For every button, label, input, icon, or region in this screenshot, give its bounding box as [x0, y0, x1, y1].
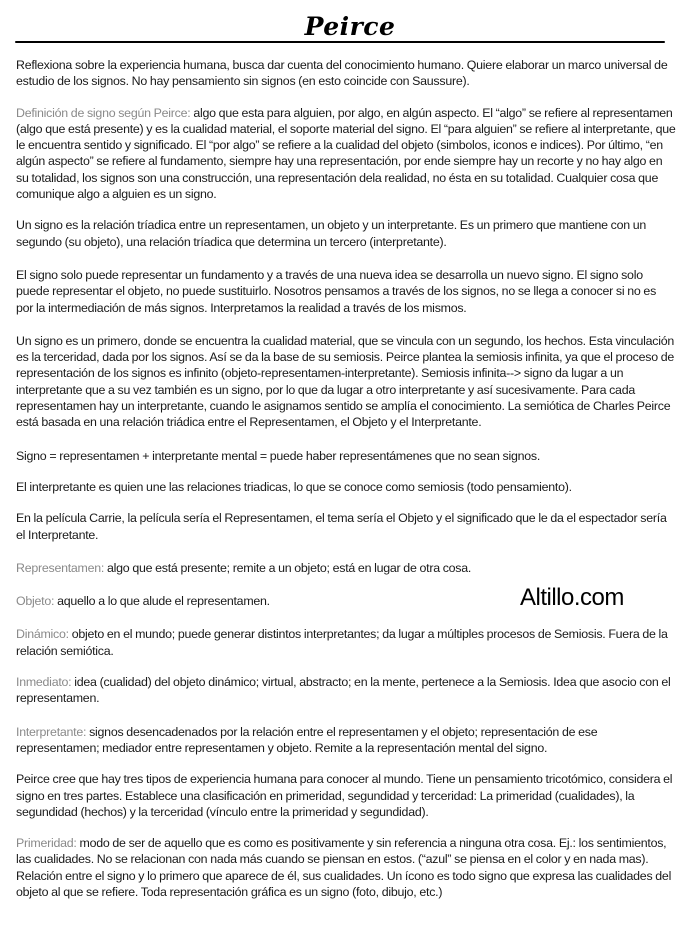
paragraph [16, 724, 676, 757]
paragraph [16, 448, 676, 464]
paragraph-text: idea (cualidad) del objeto dinámico; virtual, abstracto; en la mente, pertenece a la Semiosis. Idea que asocio con el representamen. [16, 675, 671, 706]
term-label: Objeto: [16, 594, 55, 609]
paragraph-text: Un signo es la relación tríadica entre un representamen, un objeto y un interpretante. Es un primero que mantiene con un segundo (su objeto), una relación tríadica que determina un tercero (interpretante). [16, 218, 647, 249]
term-label: Interpretante: [16, 724, 87, 739]
paragraph [16, 674, 676, 707]
paragraph-text: En la película Carrie, la película sería el Representamen, el tema sería el Objeto y el significado que le da el espectador sería el Interpretante. [16, 511, 667, 542]
term-label: Dinámico: [16, 627, 69, 642]
term-label: Representamen: [16, 560, 105, 575]
paragraph [16, 626, 676, 659]
paragraph-text: aquello a lo que alude el representamen. [54, 594, 270, 609]
term-label: Inmediato: [16, 675, 72, 690]
paragraph-text: algo que está presente; remite a un objeto; está en lugar de otra cosa. [104, 560, 472, 575]
paragraph-text: Peirce cree que hay tres tipos de experiencia humana para conocer al mundo. Tiene un pensamiento tricotómico, considera el signo en tres partes. Establece una clasificación en primeridad, segundidad y terceridad: La primeridad (cualidades), la segundidad (hechos) y la terceridad (vínculo entre la primeridad y segundidad). [16, 772, 673, 819]
paragraph-text: algo que esta para alguien, por algo, en algún aspecto. El “algo” se refiere al representamen (algo que está presente) y es la cualidad material, el soporte material del signo. El “para alguien” se refiere al interpretante, que le encuentra sentido y significado. El “por algo” se refiere a la cualidad del objeto (simbolos, iconos e indices). Por último, “en algún aspecto” se refiere al fundamento, siempre hay una representación, por ende siempre hay un recorte y no hay algo en su totalidad, los signos son una construcción, una representación dela realidad, no ésta en su totalidad. Cualquier cosa que comunique algo a alguien es un signo. [16, 105, 676, 202]
watermark: Altillo.com [520, 584, 624, 611]
paragraph [16, 771, 676, 820]
paragraph-text: El interpretante es quien une las relaciones triadicas, lo que se conoce como semiosis (todo pensamiento). [16, 479, 572, 494]
document-body [16, 57, 676, 915]
paragraph-text: Reflexiona sobre la experiencia humana, busca dar cuenta del conocimiento humano. Quiere elaborar un marco universal de estudio de los signos. No hay pensamiento sin signos (en esto coincide con Saussure). [16, 58, 668, 89]
paragraph [16, 479, 676, 495]
paragraph [16, 510, 676, 543]
paragraph-text: Un signo es un primero, donde se encuentra la cualidad material, que se vincula con un segundo, los hechos. Esta vinculación es la terceridad, dada por los signos. Así se da la base de su semiosis. Peirce plantea la semiosis infinita, ya que el proceso de representación de los signos es infinito (objeto-representamen-interpretante). Semiosis infinita--> signo da lugar a un interpretante que a su vez también es un signo, por lo que da lugar a otro interpretante y así sucesivamente. Para cada representamen hay un interpretante, cuando le asignamos sentido se amplía el conocimiento. La semiótica de Charles Peirce está basada en una relación triádica entre el Representamen, el Objeto y el Interpretante. [16, 333, 675, 430]
paragraph-text: modo de ser de aquello que es como es positivamente y sin referencia a ninguna otra cosa. Ej.: los sentimientos, las cualidades. No se relacionan con nada más cuando se piensan en estos. (“azul” se piensa en el color y en nada mas). Relación entre el signo y lo primero que aparece de él, sus cualidades. Un ícono es todo signo que expresa las cualidades del objeto al que se refiere. Toda representación gráfica es un signo (foto, dibujo, etc.) [16, 836, 672, 899]
paragraph [16, 57, 676, 90]
paragraph [16, 217, 676, 250]
document-title: Peirce [304, 12, 396, 41]
term-label: Primeridad: [16, 836, 77, 851]
paragraph-text: El signo solo puede representar un fundamento y a través de una nueva idea se desarrolla un nuevo signo. El signo solo puede representar el objeto, no puede sustituirlo. Nosotros pensamos a través de los signos, no se llega a conocer si no es por la intermediación de más signos. Interpretamos la realidad a través de los mismos. [16, 267, 657, 315]
paragraph [16, 593, 676, 609]
title-divider [15, 41, 665, 43]
term-label: Definición de signo según Peirce: [16, 105, 191, 120]
paragraph-text: Signo = representamen + interpretante mental = puede haber representámenes que no sean signos. [16, 448, 541, 463]
paragraph [16, 560, 676, 576]
paragraph [16, 267, 676, 316]
paragraph [16, 333, 676, 431]
paragraph-text: signos desencadenados por la relación entre el representamen y el objeto; representación de ese representamen; mediador entre representamen y objeto. Remite a la representación mental del signo. [16, 724, 598, 755]
paragraph-text: objeto en el mundo; puede generar distintos interpretantes; da lugar a múltiples procesos de Semiosis. Fuera de la relación semiótica. [16, 627, 668, 658]
paragraph [16, 835, 676, 900]
paragraph [16, 105, 676, 203]
